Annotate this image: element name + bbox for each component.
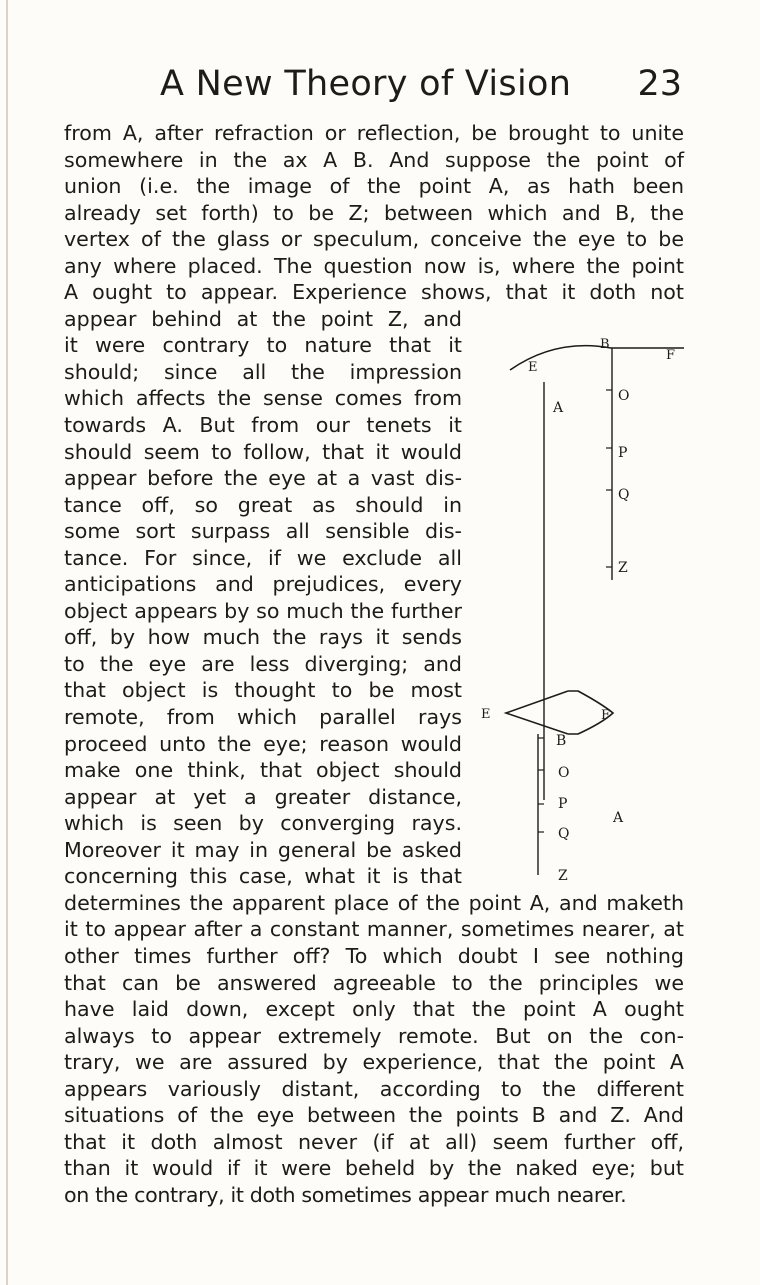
label-a-upper: A [553, 400, 564, 416]
text-line: tance off, so great as should in [64, 492, 462, 517]
text-line: appear behind at the point Z, and [64, 306, 462, 331]
text-line: already set forth) to be Z; between which and B, the [64, 200, 684, 225]
text-line: situations of the eye between the points B and Z. And [64, 1103, 684, 1128]
text-line: make one think, that object should [64, 758, 462, 783]
text-line: appear at yet a greater distance, [64, 784, 462, 809]
text-line: always to appear extremely remote. But on the con- [64, 1023, 684, 1048]
label-f-lower: F [601, 708, 611, 723]
running-head [60, 64, 690, 114]
text-line: tance. For since, if we exclude all [64, 545, 462, 570]
text-line: Moreover it may in general be asked [64, 837, 462, 862]
label-f-upper: F [666, 348, 676, 363]
text-line: remote, from which parallel rays [64, 705, 462, 730]
text-line: to the eye are less diverging; and [64, 651, 462, 676]
text-line: that it doth almost never (if at all) seem further off, [64, 1129, 684, 1154]
upper-diagram [510, 337, 684, 800]
text-line: any where placed. The question now is, where the point [64, 253, 684, 278]
text-line: union (i.e. the image of the point A, as hath been [64, 174, 684, 199]
text-line: proceed unto the eye; reason would [64, 731, 462, 756]
label-p-upper: P [618, 445, 628, 461]
running-title: A New Theory of Vision [160, 64, 572, 104]
text-line: object appears by so much the further [64, 598, 462, 623]
optics-figure [476, 330, 696, 890]
label-e-lower: E [481, 707, 491, 722]
text-line: on the contrary, it doth sometimes appear much nearer. [64, 1182, 627, 1207]
text-line: other times further off? To which doubt I see nothing [64, 943, 684, 968]
label-z-upper: Z [618, 560, 628, 576]
text-line: which is seen by converging rays. [64, 811, 462, 836]
text-line: from A, after refraction or reflection, be brought to unite [64, 121, 684, 145]
text-line: concerning this case, what it is that [64, 864, 462, 889]
label-e-upper: E [528, 360, 538, 375]
convex-lens-left [506, 691, 568, 734]
label-o-lower: O [558, 765, 570, 781]
text-line: have laid down, except only that the point A ought [64, 997, 684, 1022]
label-z-lower: Z [558, 868, 568, 884]
text-line: off, by how much the rays it sends [64, 625, 462, 650]
text-line: that can be answered agreeable to the principles we [64, 970, 684, 995]
label-q-lower: Q [558, 826, 570, 842]
text-line: that object is thought to be most [64, 678, 462, 703]
label-b-lower: B [556, 733, 567, 749]
label-o-upper: O [618, 388, 630, 404]
text-line: should; since all the impression [64, 359, 462, 384]
text-line: appear before the eye at a vast dis- [64, 466, 462, 491]
text-line: anticipations and prejudices, every [64, 572, 462, 597]
text-line: trary, we are assured by experience, that the point A [64, 1050, 684, 1075]
page-edge [6, 0, 8, 1285]
text-line: somewhere in the ax A B. And suppose the point of [64, 147, 684, 172]
lower-diagram [481, 691, 624, 884]
text-line: appears variously distant, according to the different [64, 1076, 684, 1101]
text-line: A ought to appear. Experience shows, that it doth not [64, 280, 684, 305]
text-line: towards A. But from our tenets it [64, 413, 462, 438]
label-p-lower: P [558, 796, 568, 812]
label-a-lower: A [613, 810, 624, 826]
text-line: which affects the sense comes from [64, 386, 462, 411]
text-line: it were contrary to nature that it [64, 333, 462, 358]
label-b-upper: B [600, 337, 610, 352]
text-line: some sort surpass all sensible dis- [64, 519, 462, 544]
text-line: it to appear after a constant manner, sometimes nearer, at [64, 917, 684, 942]
text-line: vertex of the glass or speculum, conceive the eye to be [64, 227, 684, 252]
label-q-upper: Q [618, 487, 630, 503]
text-line: than it would if it were beheld by the naked eye; but [64, 1156, 684, 1181]
page-number: 23 [637, 64, 682, 104]
text-line: determines the apparent place of the point A, and maketh [64, 890, 684, 915]
text-line: should seem to follow, that it would [64, 439, 462, 464]
